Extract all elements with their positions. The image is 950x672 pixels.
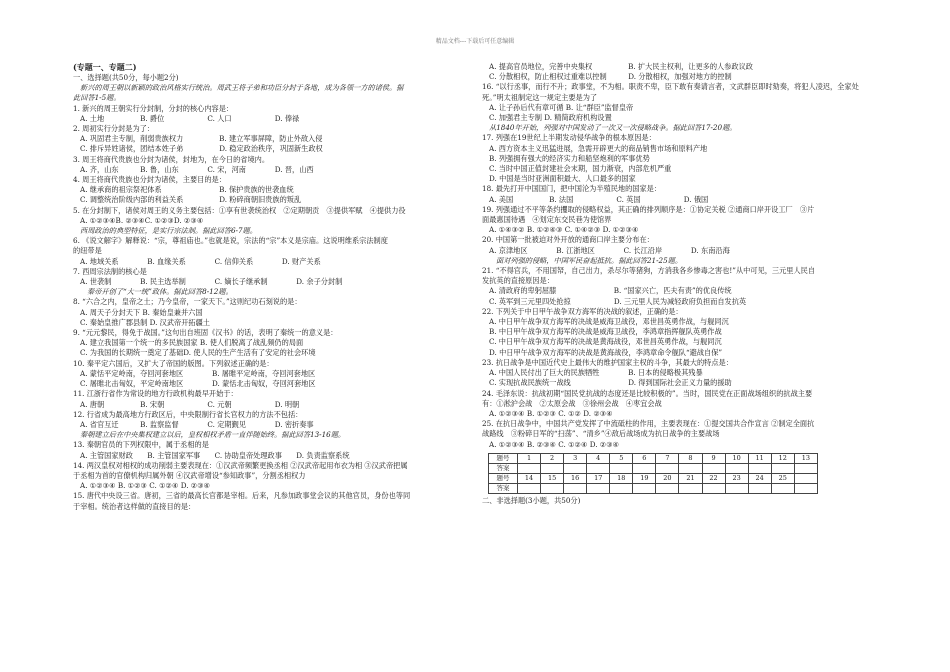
left_lines-line: 西周政治的典型特征，是实行宗法制。据此回答6-7题。 bbox=[80, 226, 257, 236]
answer-table-header: 题号 bbox=[489, 453, 518, 463]
answer-cell bbox=[564, 483, 587, 493]
right_lines-line: C. 实现抗战民族统一战线 D. 得到国际社会正义力量的援助 bbox=[489, 378, 732, 388]
empty-cell bbox=[794, 473, 817, 483]
left_lines-line: A. ①②③④ B. ①②③ C. ①②④ D. ②③④ bbox=[80, 481, 211, 491]
right_lines-line: 战路线 ③粉碎日军的“扫荡”、“清乡”④敌后战场成为抗日战争的主要战场 bbox=[482, 429, 720, 439]
left_lines-line: 9. “元元黎民，得免于战国。”这句出自班固《汉书》的话，表明了秦统一的意义是： bbox=[73, 328, 338, 338]
left_lines-line: 此回答1-5题。 bbox=[73, 93, 121, 103]
question-number-cell: 25 bbox=[771, 473, 794, 483]
left_lines-line: A. 地域关系 B. 血缘关系 C. 信仰关系 D. 财产关系 bbox=[80, 256, 321, 266]
answer-cell bbox=[633, 483, 656, 493]
left_lines-line: 4. 周王将商代贵族也分封为诸侯，主要目的是： bbox=[73, 175, 226, 185]
right_lines-line: A. ①④③② B. ①②④③ C. ①④②③ D. ①②③④ bbox=[489, 225, 639, 235]
right_lines-line: A. 京津地区 B. 江浙地区 C. 长江沿岸 D. 东南沿海 bbox=[489, 245, 730, 255]
right_lines-line: A. ①②③④ B. ①②③ C. ①② D. ②③④ bbox=[489, 408, 613, 418]
left_lines-line: 15. 唐代中央设三省。唐初，三省的最高长官都是宰相。后来，凡参加政事堂会议的其他官员，身份也等同 bbox=[73, 491, 411, 501]
answer-cell bbox=[679, 483, 702, 493]
right-column bbox=[482, 62, 874, 506]
answer-cell bbox=[702, 463, 725, 473]
answer-cell bbox=[679, 463, 702, 473]
left_lines-line: A. 世袭制 B. 民主选举制 C. 嫡长子继承制 D. 余子分封制 bbox=[80, 277, 343, 287]
answer-cell bbox=[610, 483, 633, 493]
left_lines-line: 于丞相为首的官僚机构归属外朝 ④汉武帝增设“参知政事”，分割丞相权力 bbox=[73, 470, 306, 480]
right_lines-line: 24. 毛泽东说：抗战初期“国民党抗战的态度还是比较积极的”。当时，国民党在正面战场组织的抗战主要 bbox=[482, 388, 813, 398]
answer-table-number-row-1 bbox=[489, 453, 818, 463]
left-column bbox=[73, 62, 471, 512]
left_lines-line: 14. 两汉皇权对相权的成功削弱主要表现在：①汉武帝频繁更换丞相 ②汉武帝起用布衣为相 ③汉武帝把属 bbox=[73, 460, 408, 470]
right_lines-line: 17. 列强在19世纪上半期发动侵华战争的根本原因是： bbox=[482, 133, 656, 143]
left_lines-line: 13. 秦朝官员的下列权限中，属于丞相的是 bbox=[73, 440, 209, 450]
answer-table-header: 题号 bbox=[489, 473, 518, 483]
answer-table-number-row-2 bbox=[489, 473, 818, 483]
right_lines-line: C. 中日甲午战争双方海军的决战是黄海战役，邓世昌英勇作战，与舰同沉 bbox=[489, 337, 722, 347]
right_lines-line: D. 中日甲午战争双方海军的决战是黄海战役，李鸿章命令舰队“避战自保” bbox=[489, 347, 723, 357]
answer-cell bbox=[725, 483, 748, 493]
header-note: 精品文档---下载后可任意编辑 bbox=[435, 38, 515, 45]
answer-cell bbox=[587, 483, 610, 493]
answer-cell bbox=[541, 483, 564, 493]
question-number-cell: 21 bbox=[679, 473, 702, 483]
left_lines-line: A. 建立我国第一个统一的多民族国家 B. 使人们脱离了战乱频仍的局面 bbox=[80, 338, 304, 348]
right_lines-line: C. 加强君主专制 D. 精简政府机构设置 bbox=[489, 113, 612, 123]
left_lines-line: 1. 新兴的周王朝实行分封制，分封的核心内容是： bbox=[73, 103, 234, 113]
question-number-cell: 6 bbox=[633, 453, 656, 463]
left_lines-line: A. 巩固君主专制，削弱贵族权力 B. 建立军事屏障，防止外敌入侵 bbox=[80, 134, 323, 144]
left_lines-line: 10. 秦平定六国后，又扩大了帝国的版图。下列叙述正确的是： bbox=[73, 358, 274, 368]
right_lines-line: 23. 抗日战争是中国近代史上最伟大的维护国家主权的斗争，其最大的特点是： bbox=[482, 357, 733, 367]
right_lines-line: A. 中日甲午战争双方海军的决战是威海卫战役，邓世昌英勇作战，与舰同沉 bbox=[489, 317, 729, 327]
right_lines-line: A. 提高官员地位，完善中央集权 B. 扩大民主权利，让更多的人参政议政 bbox=[489, 62, 753, 71]
left_lines-line: 秦朝建立后在中央集权建立以后，皇权相权矛盾一直伴随始终。据此回答13-16题。 bbox=[80, 430, 346, 440]
question-number-cell: 14 bbox=[518, 473, 541, 483]
left_lines-line: A. 省官互迁 B. 监察监督 C. 定期觐见 D. 密折奏事 bbox=[80, 419, 314, 429]
answer-cell bbox=[771, 463, 794, 473]
left_lines-line: A. 主管国家财政 B. 主管国家军事 C. 协助皇帝处理政事 D. 负责监察系统 bbox=[80, 450, 350, 460]
right_lines-line: 有：①淞沪会战 ②太原会战 ③徐州会战 ④枣宜会战 bbox=[482, 398, 662, 408]
answer-cell bbox=[633, 463, 656, 473]
left_lines-line: A. ①②③④B. ②③④C. ①②③D. ②③④ bbox=[80, 215, 204, 225]
question-number-cell: 4 bbox=[587, 453, 610, 463]
right-question-lines bbox=[482, 62, 874, 450]
left_lines-line: C. 调整统治阶级内部的利益关系 D. 粉碎商朝旧贵族的叛乱 bbox=[80, 195, 302, 205]
left_lines-line: 7. 西周宗法制的核心是 bbox=[73, 266, 147, 276]
question-number-cell: 13 bbox=[794, 453, 817, 463]
right_lines-line: 21. “不得官兵，不用国帑，自己出力，杀尽尔等猪狗，方消我各乡惨毒之害也!”从中可见，三元里人民自 bbox=[482, 266, 816, 276]
right_lines-line: 16. “以行丞事，而行不升；政事堂，不为相。职责不卑，臣下敢有奏请言者，文武群臣即时劾奏，将犯人凌迟，全家处 bbox=[482, 82, 859, 92]
left_lines-line: 8. “六合之内，皇帝之土；乃今皇帝，一家天下。”这则纪功石刻说的是： bbox=[73, 297, 302, 307]
answer-cell bbox=[725, 463, 748, 473]
answer-cell bbox=[794, 463, 817, 473]
right_lines-line: A. ①②③④ B. ②③④ C. ①②④ D. ②③④ bbox=[489, 439, 620, 449]
answer-cell bbox=[610, 463, 633, 473]
left_lines-line: A. 唐朝 B. 宋朝 C. 元朝 D. 明朝 bbox=[80, 399, 300, 409]
right_lines-line: 从1840年开始，列强对中国发动了一次又一次侵略战争。据此回答17-20题。 bbox=[489, 123, 737, 133]
right_lines-line: 面对列强的侵略，中国军民奋起抵抗。据此回答21-25题。 bbox=[496, 255, 683, 265]
question-number-cell: 16 bbox=[564, 473, 587, 483]
left_lines-line: C. 排斥异姓诸侯，团结本姓子弟 D. 稳定政治秩序，巩固新生政权 bbox=[80, 144, 323, 154]
right_lines-line: C. 分散相权，防止相权过重难以控制 D. 分散相权，加强对地方的控制 bbox=[489, 72, 732, 82]
question-number-cell: 19 bbox=[633, 473, 656, 483]
answer-table-answer-row-2 bbox=[489, 483, 818, 493]
question-number-cell: 8 bbox=[679, 453, 702, 463]
question-number-cell: 9 bbox=[702, 453, 725, 463]
left_lines-line: 11. 江浙行省作为常设的地方行政机构最早开始于： bbox=[73, 389, 238, 399]
question-number-cell: 23 bbox=[725, 473, 748, 483]
right_lines-line: 18. 最先打开中国国门，把中国沦为半殖民地的国家是： bbox=[482, 184, 662, 194]
left_lines-line: C. 屠睢北击匈奴，平定岭南地区 D. 蒙恬北击匈奴，夺回河套地区 bbox=[80, 379, 316, 389]
right_lines-line: A. 中国人民付出了巨大的民族牺牲 B. 日本的侵略极其残暴 bbox=[489, 368, 703, 378]
left_lines-line: 2. 周初实行分封是为了： bbox=[73, 124, 155, 134]
question-number-cell: 18 bbox=[610, 473, 633, 483]
left_lines-line: A. 周天子分封天下 B. 秦始皇兼并六国 bbox=[80, 307, 203, 317]
left_lines-line: 于宰相。统治者这样做的直接目的是： bbox=[73, 501, 196, 511]
left_lines-line: 6. 《说文解字》解释说：“宗，尊祖庙也。”也就是说，宗法的“宗”本义是宗庙。这说明维系宗法制度 bbox=[73, 236, 388, 246]
answer-cell bbox=[702, 483, 725, 493]
question-number-cell: 12 bbox=[771, 453, 794, 463]
answer-cell bbox=[587, 463, 610, 473]
answer-cell bbox=[541, 463, 564, 473]
right_lines-line: D. 中国是当时亚洲面积最大、人口最多的国家 bbox=[489, 174, 636, 184]
question-number-cell: 17 bbox=[587, 473, 610, 483]
question-number-cell: 10 bbox=[725, 453, 748, 463]
question-number-cell: 22 bbox=[702, 473, 725, 483]
answer-cell bbox=[564, 463, 587, 473]
right_lines-line: 死。”明太祖制定这一规定主要是为了 bbox=[482, 92, 598, 102]
question-number-cell: 11 bbox=[748, 453, 771, 463]
right_lines-line: C. 英军到三元里四处抢掠 D. 三元里人民为减轻政府负担而自发抗英 bbox=[489, 296, 747, 306]
question-number-cell: 15 bbox=[541, 473, 564, 483]
question-number-cell: 1 bbox=[518, 453, 541, 463]
left_lines-line: C. 为我国的长期统一奠定了基础D. 使人民的生产生活有了安定的社会环境 bbox=[80, 348, 316, 358]
question-number-cell: 20 bbox=[656, 473, 679, 483]
right_lines-line: A. 让子孙后代有章可循 B. 让“群臣”监督皇帝 bbox=[489, 102, 634, 112]
question-number-cell: 7 bbox=[656, 453, 679, 463]
right_lines-line: 22. 下列关于中日甲午战争双方海军的决战的叙述，正确的是： bbox=[482, 306, 683, 316]
left_lines-line: (专题一、专题二) bbox=[73, 62, 137, 72]
left_lines-line: 一、选择题(共50分，每小题2分) bbox=[73, 73, 179, 82]
left_lines-line: C. 秦始皇推广郡县制 D. 汉武帝开拓疆土 bbox=[80, 317, 210, 327]
left_lines-line: A. 土地 B. 爵位 C. 人口 D. 俸禄 bbox=[80, 113, 300, 123]
answer-cell bbox=[748, 483, 771, 493]
answer-table-answer-row-1 bbox=[489, 463, 818, 473]
right_lines-line: 发抗英的直接原因是： bbox=[482, 276, 554, 286]
question-number-cell: 5 bbox=[610, 453, 633, 463]
right_lines-line: 20. 中国第一批被迫对外开放的通商口岸主要分布在： bbox=[482, 235, 654, 245]
answer-cell bbox=[656, 463, 679, 473]
left_lines-line: 5. 在分封制下，诸侯对周王的义务主要包括：①享有世袭统治权 ②定期朝贡 ③提供军赋 ④提供力役 bbox=[73, 205, 406, 215]
question-number-cell: 24 bbox=[748, 473, 771, 483]
right_lines-line: 19. 列强通过不平等条约攫取的侵略权益，其正确的排列顺序是：①协定关税 ②通商口岸开设工厂 ③片 bbox=[482, 204, 815, 214]
answer-cell bbox=[771, 483, 794, 493]
question-number-cell: 3 bbox=[564, 453, 587, 463]
answer-table-header: 答案 bbox=[489, 483, 518, 493]
right_lines-line: 面最惠国待遇 ④划定东交民巷为使馆界 bbox=[482, 215, 612, 225]
left_lines-line: A. 继承商的祖宗祭祀体系 B. 保护贵族的世袭血统 bbox=[80, 185, 294, 195]
right_lines-line: A. 美国 B. 法国 C. 英国 D. 俄国 bbox=[489, 194, 709, 204]
answer-cell bbox=[656, 483, 679, 493]
left_lines-line: 3. 周王将商代贵族也分封为诸侯，封地为，在今日的省境内。 bbox=[73, 154, 270, 164]
right_lines-line: B. 中日甲午战争双方海军的决战是威海卫战役，李鸿章指挥舰队英勇作战 bbox=[489, 327, 722, 337]
answer-cell bbox=[748, 463, 771, 473]
left_lines-line: 12. 行省成为最高地方行政区后，中央限制行省长官权力的方法不包括： bbox=[73, 409, 303, 419]
answer-table-header: 答案 bbox=[489, 463, 518, 473]
left_lines-line: A. 蒙恬平定岭南，夺回河套地区 B. 屠睢平定岭南，夺回河套地区 bbox=[80, 368, 316, 378]
section-2-title: 二、非选择题(3小题，共50分) bbox=[482, 495, 581, 505]
right_lines-line: 25. 在抗日战争中，中国共产党发挥了中流砥柱的作用，主要表现在：①提交国共合作宣言 ②制定全面抗 bbox=[482, 419, 815, 429]
answer-cell bbox=[518, 483, 541, 493]
right_lines-line: C. 当时中国正值封建社会末期，国力渐衰，内部危机严重 bbox=[489, 164, 672, 174]
answer-cell bbox=[518, 463, 541, 473]
left_lines-line: A. 齐，山东 B. 鲁，山东 C. 宋，河南 D. 晋，山西 bbox=[80, 164, 314, 174]
left_lines-line: 秦帝开创了“大一统”政体。据此回答8-12题。 bbox=[87, 287, 233, 297]
answer-cell bbox=[794, 483, 817, 493]
answer-table bbox=[488, 453, 818, 494]
right_lines-line: B. 列强拥有强大的经济实力和船坚炮利的军事优势 bbox=[489, 153, 650, 163]
left_lines-line: 新兴的周王朝以新颖的政治风格实行统治。周武王将子弟和功臣分封于各地，成为各领一方的诸侯。据 bbox=[80, 83, 404, 93]
right_lines-line: A. 西方资本主义迅猛进展，急需开辟更大的商品销售市场和原料产地 bbox=[489, 143, 708, 153]
question-number-cell: 2 bbox=[541, 453, 564, 463]
left_lines-line: 的纽带是 bbox=[73, 246, 102, 256]
right_lines-line: A. 清政府的卑躬屈膝 B. “国家兴亡，匹夫有责”的优良传统 bbox=[489, 286, 732, 296]
